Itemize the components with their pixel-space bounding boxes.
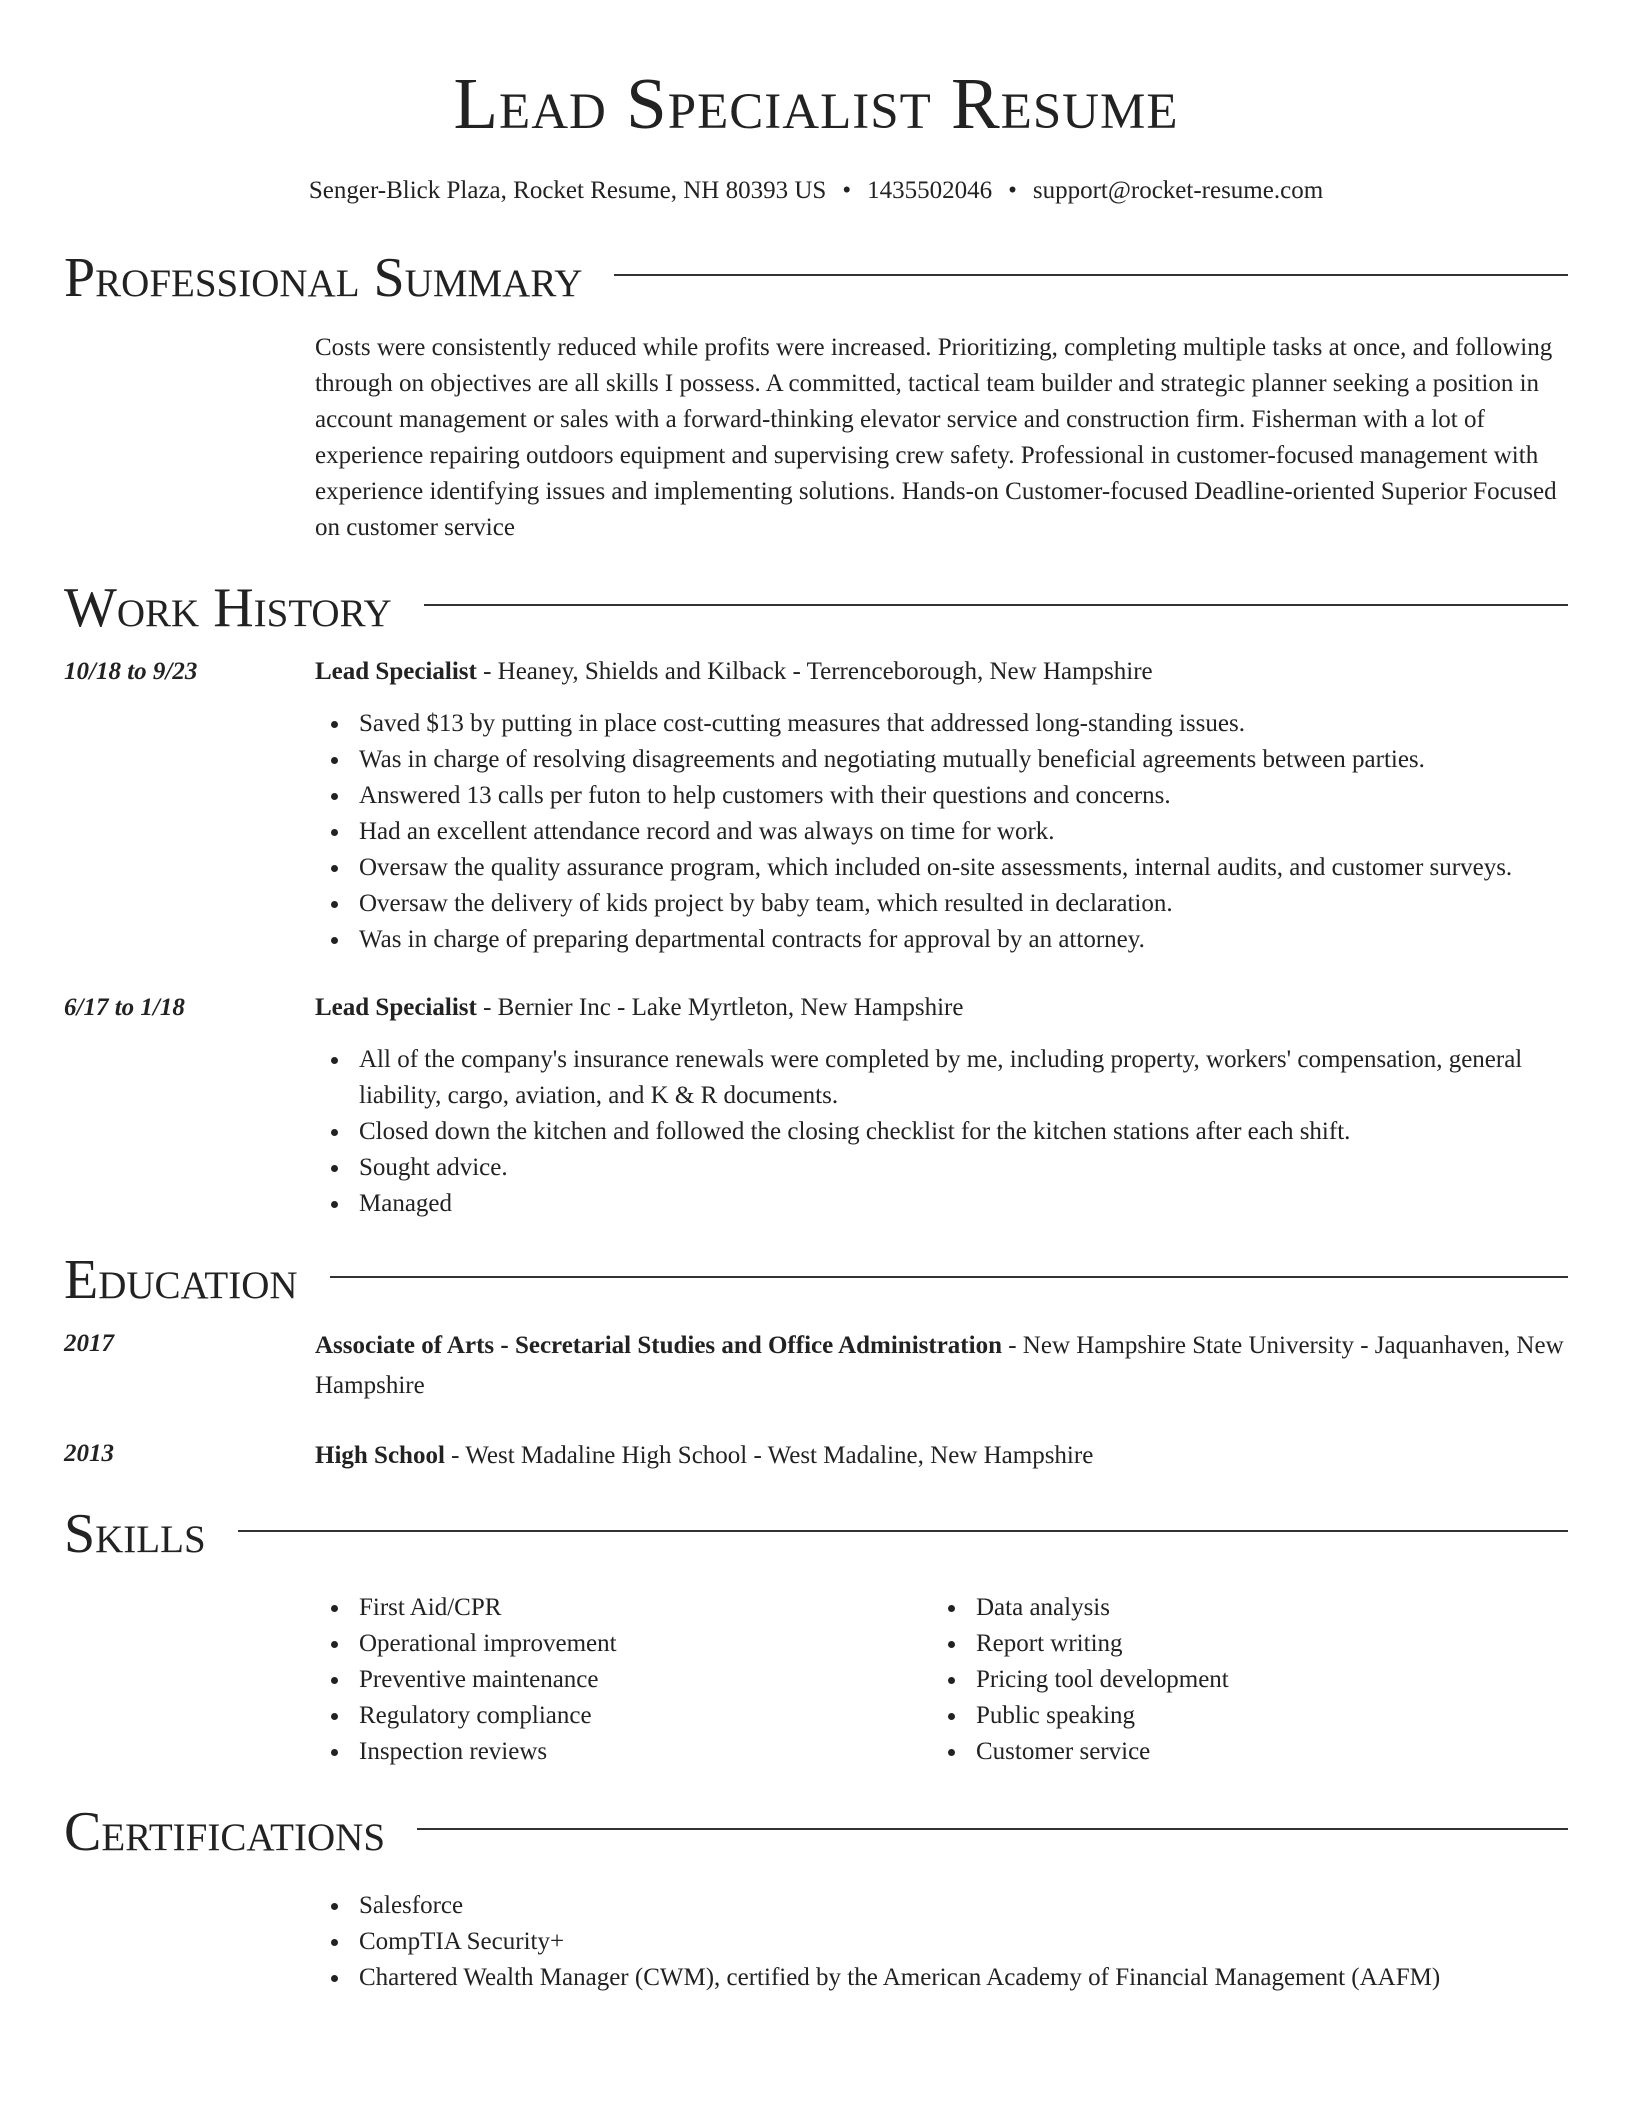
section-title-work: Work History: [64, 577, 392, 639]
section-header-work: [64, 576, 1568, 640]
list-item: Managed: [315, 1186, 1568, 1222]
section-divider: [424, 604, 1568, 606]
job-heading: [315, 990, 1568, 1026]
education-year: 2017: [64, 1330, 114, 1357]
list-item: Inspection reviews: [315, 1734, 932, 1770]
skills-column-right: [932, 1590, 1549, 1770]
job-title: Lead Specialist: [315, 994, 477, 1021]
section-header-summary: [64, 246, 1568, 310]
job-dates: 10/18 to 9/23: [64, 658, 198, 685]
education-degree: High School: [315, 1442, 445, 1469]
list-item: First Aid/CPR: [315, 1590, 932, 1626]
section-title-education: Education: [64, 1249, 298, 1311]
contact-email: support@rocket-resume.com: [1032, 177, 1324, 204]
summary-block: [64, 330, 1568, 546]
skills-column-left: [315, 1590, 932, 1770]
list-item: Had an excellent attendance record and was always on time for work.: [315, 814, 1568, 850]
job-entry: [64, 990, 1568, 1222]
summary-text: Costs were consistently reduced while profits were increased. Prioritizing, completing multiple tasks at once, and following through on objectives are all skills I possess. A committed, tactical team builder and strategic planner seeking a position in account management or sales with a forward-thinking elevator service and construction firm. Fisherman with a lot of experience repairing outdoors equipment and supervising crew safety. Professional in customer-focused management with experience identifying issues and implementing solutions. Hands-on Customer-focused Deadline-oriented Superior Focused on customer service: [315, 334, 1557, 541]
contact-separator: •: [1008, 177, 1017, 204]
list-item: Oversaw the delivery of kids project by baby team, which resulted in declaration.: [315, 886, 1568, 922]
section-divider: [614, 274, 1568, 276]
section-header-skills: [64, 1502, 1568, 1566]
list-item: Was in charge of resolving disagreements and negotiating mutually beneficial agreements between parties.: [315, 742, 1568, 778]
section-header-certifications: [64, 1800, 1568, 1864]
list-item: Pricing tool development: [932, 1662, 1549, 1698]
education-entry: [64, 1436, 1568, 1476]
education-year: 2013: [64, 1440, 114, 1467]
list-item: Saved $13 by putting in place cost-cutting measures that addressed long-standing issues.: [315, 706, 1568, 742]
contact-separator: •: [842, 177, 852, 204]
list-item: Oversaw the quality assurance program, which included on-site assessments, internal audits, and customer surveys.: [315, 850, 1568, 886]
section-title-certifications: Certifications: [64, 1801, 386, 1863]
job-title: Lead Specialist: [315, 658, 477, 685]
job-details: - Bernier Inc - Lake Myrtleton, New Hampshire: [476, 994, 964, 1021]
contact-address: Senger-Blick Plaza, Rocket Resume, NH 80393 US: [308, 177, 827, 204]
list-item: CompTIA Security+: [315, 1924, 1568, 1960]
list-item: Chartered Wealth Manager (CWM), certified by the American Academy of Financial Management (AAFM): [315, 1960, 1568, 1996]
list-item: Report writing: [932, 1626, 1549, 1662]
section-divider: [238, 1530, 1568, 1532]
education-degree: Associate of Arts - Secretarial Studies and Office Administration: [315, 1332, 1002, 1359]
education-details: - West Madaline High School - West Madaline, New Hampshire: [444, 1442, 1094, 1469]
section-title-skills: Skills: [64, 1503, 206, 1565]
job-details: - Heaney, Shields and Kilback - Terrenceborough, New Hampshire: [476, 658, 1153, 685]
contact-phone: 1435502046: [867, 177, 993, 204]
section-header-education: [64, 1248, 1568, 1312]
job-bullets: [315, 706, 1568, 958]
list-item: Operational improvement: [315, 1626, 932, 1662]
skills-block: [64, 1590, 1568, 1770]
list-item: Sought advice.: [315, 1150, 1568, 1186]
job-entry: [64, 654, 1568, 958]
list-item: Closed down the kitchen and followed the closing checklist for the kitchen stations after each shift.: [315, 1114, 1568, 1150]
section-divider: [330, 1276, 1568, 1278]
list-item: Preventive maintenance: [315, 1662, 932, 1698]
list-item: Salesforce: [315, 1888, 1568, 1924]
list-item: Answered 13 calls per futon to help customers with their questions and concerns.: [315, 778, 1568, 814]
list-item: Data analysis: [932, 1590, 1549, 1626]
contact-line: [64, 174, 1568, 208]
list-item: All of the company's insurance renewals were completed by me, including property, workers' compensation, general liability, cargo, aviation, and K & R documents.: [315, 1042, 1568, 1114]
section-title-summary: Professional Summary: [64, 247, 583, 309]
education-details: - New Hampshire State University - Jaquanhaven, New Hampshire: [315, 1332, 1564, 1399]
list-item: Was in charge of preparing departmental contracts for approval by an attorney.: [315, 922, 1568, 958]
education-entry: [64, 1326, 1568, 1406]
list-item: Customer service: [932, 1734, 1549, 1770]
certifications-list: [315, 1888, 1568, 1996]
list-item: Regulatory compliance: [315, 1698, 932, 1734]
job-dates: 6/17 to 1/18: [64, 994, 185, 1021]
list-item: Public speaking: [932, 1698, 1549, 1734]
job-heading: [315, 654, 1568, 690]
certifications-block: [64, 1888, 1568, 1996]
resume-title: Lead Specialist Resume: [453, 63, 1179, 144]
section-divider: [417, 1828, 1568, 1830]
job-bullets: [315, 1042, 1568, 1222]
